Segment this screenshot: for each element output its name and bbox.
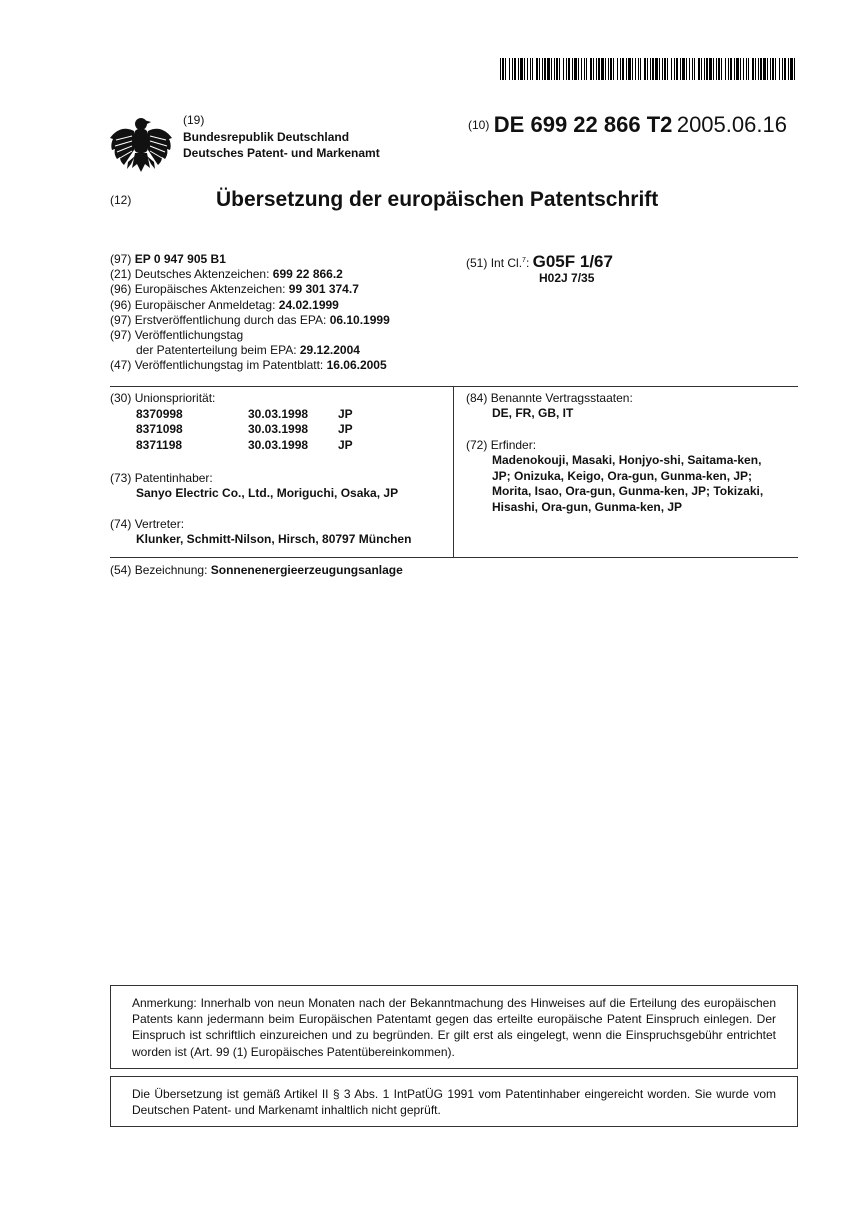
designated-states: (84) Benannte Vertragsstaaten: DE, FR, GB, IT [466,391,633,421]
publication-number-line [468,112,787,138]
ipc-classification: (51) Int Cl.$^7$: G05F 1/67 [466,252,613,271]
divider-bottom [110,557,798,558]
inventor-line: Morita, Isao, Ora-gun, Gunma-ken, JP; Tokizaki, [492,484,764,499]
opposition-notice-text: Anmerkung: Innerhalb von neun Monaten nach der Bekanntmachung des Hinweises auf die Erteilung des europäischen Patents kann jedermann beim Europäischen Patentamt gegen das erteilte europäische Patent Einspruch einlegen. Der Einspruch ist schriftlich einzureichen und zu begründen. Er gilt erst als eingelegt, wenn die Einspruchsgebühr entrichtet worden ist (Art. 99 (1) Europäisches Patentübereinkommen). [132,996,776,1059]
inventor-line: Madenokouji, Masaki, Honjyo-shi, Saitama-ken, [492,453,762,468]
priority-row: 8371098 30.03.1998 JP [136,422,353,437]
document-title: Übersetzung der europäischen Patentschrift [216,188,659,211]
designation: (54) Bezeichnung: Sonnenenergieerzeugungsanlage [110,563,403,577]
inventor-line: JP; Onizuka, Keigo, Ora-gun, Gunma-ken, JP; [492,468,753,483]
inventors: (72) Erfinder: Madenokouji, Masaki, Honjyo-shi, Saitama-ken, JP; Onizuka, Keigo, Ora-gun, Gunma-ken, JP; Morita, Isao, Ora-gun, Gunma-ken, JP; Tokizaki, Hisashi, Ora-gun, Gunma-ken, JP [466,438,764,514]
biblio-line: (97) EP 0 947 905 B1 [110,252,226,266]
translation-note-text: Die Übersetzung ist gemäß Artikel II § 3 Abs. 1 IntPatÜG 1991 vom Patentinhaber eingereicht worden. Sie wurde vom Deutschen Patent- und Markenamt inhaltlich nicht geprüft. [132,1087,776,1118]
issuing-authority [183,129,380,161]
priority-row: 8370998 30.03.1998 JP [136,407,353,421]
translation-note-box [110,1076,798,1127]
inid-code-10: (10) [468,118,490,132]
biblio-line: (21) Deutsches Aktenzeichen: 699 22 866.2 [110,267,343,282]
inid-code-19: (19) [183,113,205,127]
inventor-line: Hisashi, Ora-gun, Gunma-ken, JP [492,499,683,514]
priority-label: (30) Unionspriorität: [110,391,216,405]
publication-date: 2005.06.16 [676,112,787,137]
publication-number: DE 699 22 866 T2 [493,112,673,137]
proprietor: (73) Patentinhaber: Sanyo Electric Co., Ltd., Moriguchi, Osaka, JP [110,471,399,501]
representative: (74) Vertreter: Klunker, Schmitt-Nilson, Hirsch, 80797 München [110,517,412,547]
divider-top [110,386,798,387]
biblio-line: (97) Erstveröffentlichung durch das EPA: 06.10.1999 [110,312,390,327]
biblio-line: (97) Veröffentlichungstag [110,328,244,343]
priority-table [136,407,353,453]
biblio-line: (96) Europäisches Aktenzeichen: 99 301 374.7 [110,282,359,297]
divider-vertical [453,386,454,557]
opposition-notice-box [110,985,798,1069]
priority-row: 8371198 30.03.1998 JP [136,437,353,452]
barcode [500,58,796,80]
authority-office: Deutsches Patent- und Markenamt [183,146,380,160]
authority-country: Bundesrepublik Deutschland [183,130,350,144]
biblio-line: der Patenterteilung beim EPA: 29.12.2004 [136,343,360,358]
biblio-line: (96) Europäischer Anmeldetag: 24.02.1999 [110,297,339,312]
biblio-line: (47) Veröffentlichungstag im Patentblatt: 16.06.2005 [110,358,387,373]
inid-code-12: (12) [110,193,132,207]
bibliographic-data [110,252,390,374]
ipc-main-class: G05F 1/67 [532,252,613,271]
federal-eagle-icon [108,112,174,178]
ipc-secondary-class: H02J 7/35 [539,271,595,285]
